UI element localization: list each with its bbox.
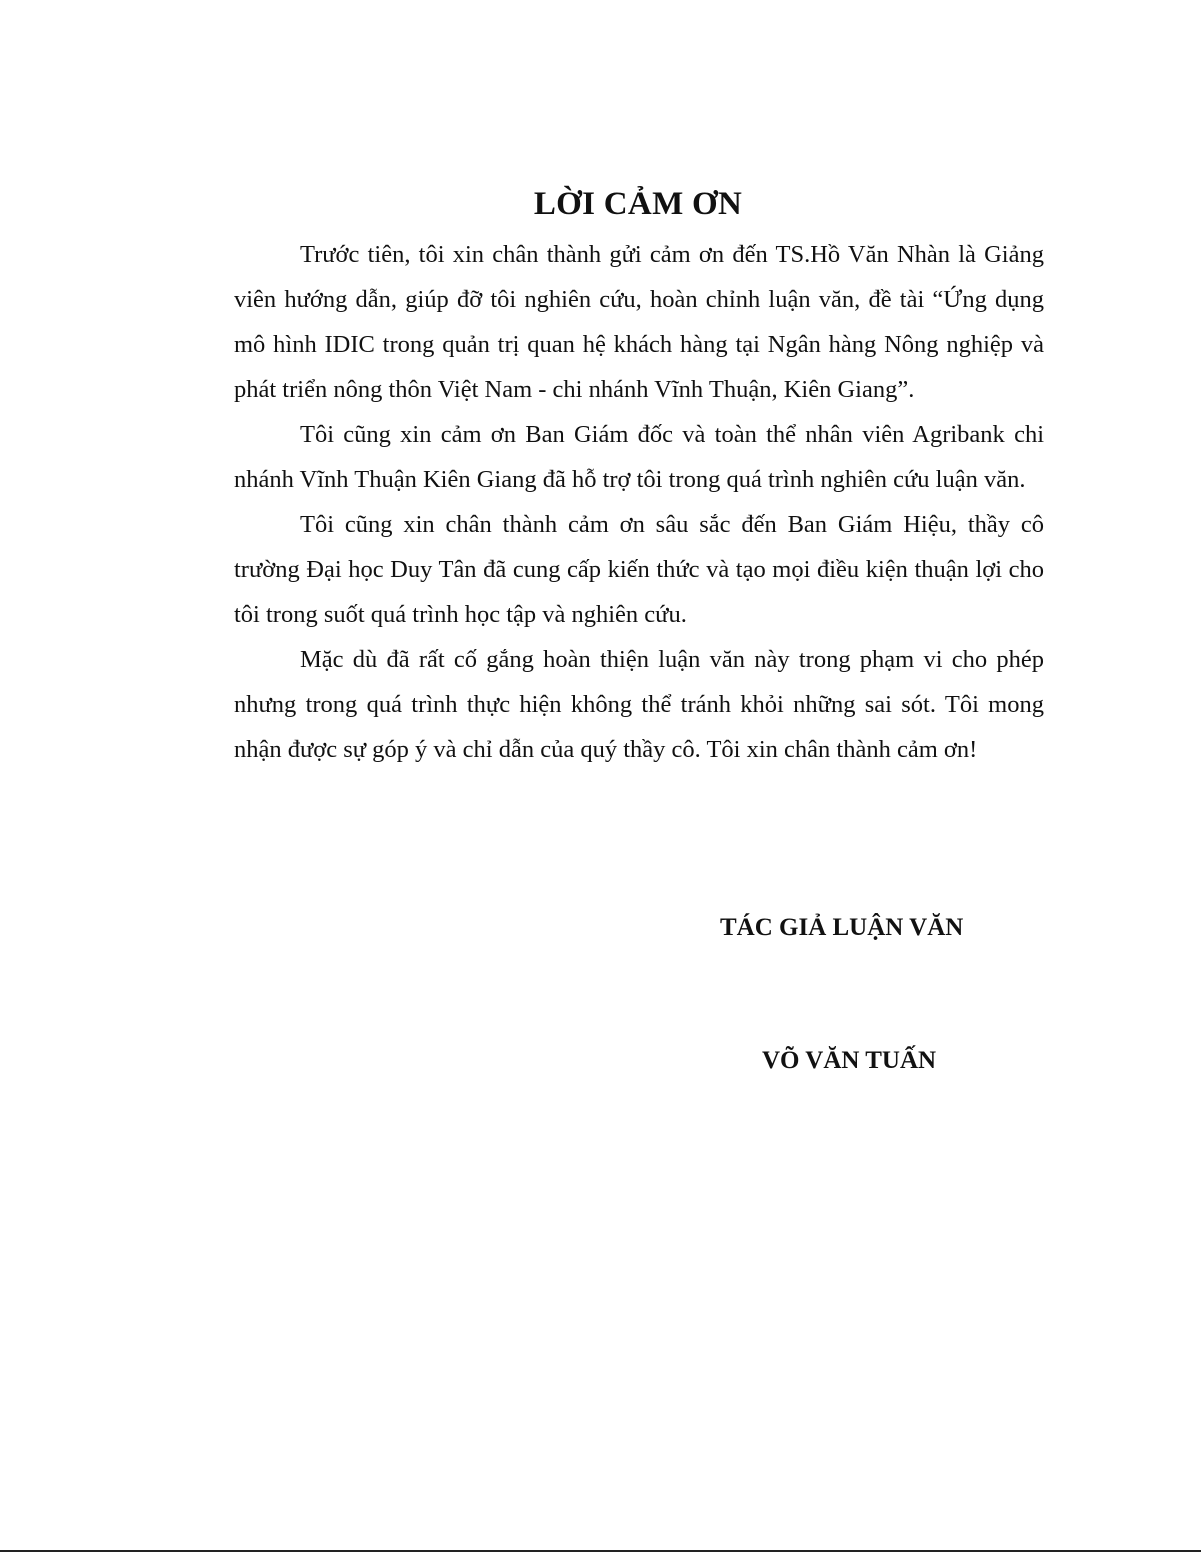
paragraph-2: Tôi cũng xin cảm ơn Ban Giám đốc và toàn thể nhân viên Agribank chi nhánh Vĩnh Thuận Kiên Giang đã hỗ trợ tôi trong quá trình nghiên cứu luận văn. <box>234 421 1044 493</box>
author-name: VÕ VĂN TUẤN <box>762 1047 937 1074</box>
acknowledgement-body <box>234 232 1044 772</box>
paragraph-3: Tôi cũng xin chân thành cảm ơn sâu sắc đến Ban Giám Hiệu, thầy cô trường Đại học Duy Tân đã cung cấp kiến thức và tạo mọi điều kiện thuận lợi cho tôi trong suốt quá trình học tập và nghiên cứu. <box>234 511 1044 628</box>
page-title: LỜI CẢM ƠN <box>533 186 743 222</box>
page-bottom-rule <box>0 1550 1201 1552</box>
paragraph-4: Mặc dù đã rất cố gắng hoàn thiện luận văn này trong phạm vi cho phép nhưng trong quá trình thực hiện không thể tránh khỏi những sai sót. Tôi mong nhận được sự góp ý và chỉ dẫn của quý thầy cô. Tôi xin chân thành cảm ơn! <box>234 646 1044 763</box>
paragraph-1: Trước tiên, tôi xin chân thành gửi cảm ơn đến TS.Hồ Văn Nhàn là Giảng viên hướng dẫn, giúp đỡ tôi nghiên cứu, hoàn chỉnh luận văn, đề tài “Ứng dụng mô hình IDIC trong quản trị quan hệ khách hàng tại Ngân hàng Nông nghiệp và phát triển nông thôn Việt Nam - chi nhánh Vĩnh Thuận, Kiên Giang”. <box>234 241 1044 403</box>
author-label: TÁC GIẢ LUẬN VĂN <box>720 914 964 941</box>
